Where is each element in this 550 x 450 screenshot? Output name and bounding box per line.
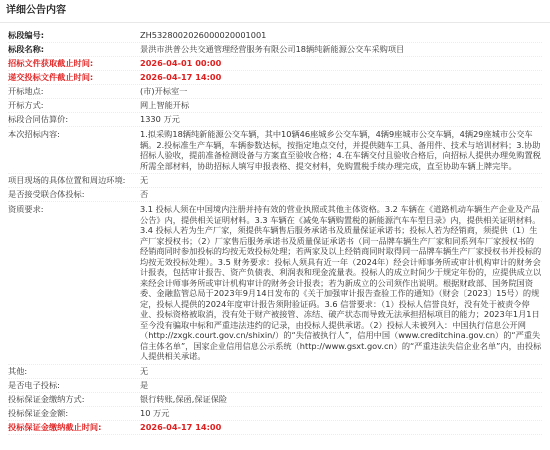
section-number-label: 标段编号: (8, 30, 45, 40)
deposit-method-value: 银行转账,保函,保证保险 (140, 393, 228, 404)
bid-content-label: 本次招标内容: (8, 129, 60, 139)
deposit-amount-value: 10 万元 (140, 407, 170, 418)
submit-deadline-value: 2026-04-17 14:00 (140, 72, 222, 82)
row-bid-content (8, 127, 542, 174)
row-electronic-bid (8, 379, 542, 393)
qualification-value: 3.1 投标人须在中国境内注册并持有效的营业执照或其他主体资格。3.2 车辆在《道路机动车辆生产企业及产品公告》内，提供相关证明材料。3.3 车辆在《减免车辆购置税的新能源汽车车型目录》内，提供相关证明材料。3.4 投标人若为生产厂家，须提供车辆售后服务承诺书及质量保证承诺书；投标人若为经销商，须提供（1）生产厂家授权书；（2）厂家售后服务承诺书及质量保证承诺书（同一品牌车辆生产厂家和同系列车厂家授权书的经销商同时参加投标的均按无效投标处理；若两家及以上经销商同时取得同一品牌车辆生产厂家授权书并投标的均按无效投标处理）。3.5 财务要求：投标人须具有近一年（2024年）经会计师事务所或审计机构审计的财务会计报表，包括审计报告、资产负债表、利润表和现金流量表。投标人的成立时间少于规定年份的，应提供成立以来经会计师事务所或审计机构审计的财务会计报表；若为新成立的公司须作出说明。根据财政部、国务院国资委、金融监管总局于2023年9月14日发布的《关于加强审计报告查验工作的通知》（财会〔2023〕15号）的规定，投标人提供的2024年度审计报告须附验证码。3.6 信誉要求：（1）投标人信誉良好，没有处于被责令停业、投标资格被取消，没有处于财产被接管、冻结、破产状态而导致无法承担招标项目的能力；2023年1月1日至今没有骗取中标和严重违法违约的记录，由投标人提供承诺。（2）投标人未被列入：中国执行信息公开网（http://zxgk.court.gov.cn/shixin/）的“失信被执行人”，信用中国（www.creditchina.gov.cn）的“严重失信主体名单”，国家企业信用信息公示系统（http://www.gsxt.gov.cn）的“严重违法失信企业名单”内，由投标人提供相关承诺。 (140, 204, 542, 361)
bid-details-table (0, 23, 550, 435)
bid-content-value: 1.拟采购18辆纯新能源公交车辆，其中10辆46座城乡公交车辆，4辆9座城市公交车辆，4辆29座城市公交车辆。2.投标准生产车辆，车辆参数达标，按指定地点交付，并提供随车工具、备用件、技术与培训材料；3.协助招标人验收，提前准备检测设备与方案直至验收合格；4.在车辆交付且验收合格后，向招标人提供办理免购置税所需全部材料，协助招标人填写申报表格、提交材料，免购置税手续办理完成，直至协助车辆上牌完毕。 (140, 129, 541, 171)
site-location-value: 无 (140, 175, 149, 185)
row-deposit-amount (8, 407, 542, 421)
section-number-value: ZH5328002026000020001001 (140, 30, 267, 40)
submit-deadline-label: 递交投标文件截止时间: (8, 72, 94, 82)
other-value: 无 (140, 365, 149, 376)
electronic-bid-value: 是 (140, 379, 149, 390)
row-other (8, 365, 542, 379)
row-deposit-method (8, 393, 542, 407)
section-name-label: 标段名称: (8, 44, 45, 54)
row-section-number (8, 29, 542, 43)
row-estimated-price (8, 113, 542, 127)
row-consortium (8, 188, 542, 202)
row-site-location (8, 174, 542, 188)
row-qualification (8, 202, 542, 365)
page-title: 详细公告内容 (0, 0, 550, 23)
row-opening-method (8, 99, 542, 113)
qualification-label: 资质要求: (8, 204, 44, 214)
estimated-price-value: 1330 万元 (140, 114, 180, 124)
site-location-label: 项目现场的具体位置和周边环境: (8, 175, 126, 185)
consortium-value: 否 (140, 189, 149, 199)
electronic-bid-label: 是否电子投标: (8, 379, 60, 390)
other-label: 其他: (8, 365, 28, 376)
opening-method-label: 开标方式: (8, 100, 44, 110)
opening-location-value: (市)开标室一 (140, 86, 188, 96)
doc-deadline-value: 2026-04-01 00:00 (140, 58, 222, 68)
deposit-amount-label: 投标保证金金额: (8, 407, 69, 418)
row-opening-location (8, 85, 542, 99)
row-deposit-deadline (8, 421, 542, 435)
deposit-method-label: 投标保证金缴纳方式: (8, 393, 85, 404)
section-name-value: 景洪市洪普公共交通管理经营服务有限公司18辆纯新能源公交车采购项目 (140, 44, 405, 54)
opening-location-label: 开标地点: (8, 86, 44, 96)
deposit-deadline-value: 2026-04-17 14:00 (140, 421, 222, 432)
consortium-label: 是否接受联合体投标: (8, 189, 85, 199)
doc-deadline-label: 招标文件获取截止时间: (8, 58, 94, 68)
opening-method-value: 网上智能开标 (140, 100, 190, 110)
row-section-name (8, 43, 542, 57)
deposit-deadline-label: 投标保证金缴纳截止时间: (8, 421, 102, 432)
estimated-price-label: 标段合同估算价: (8, 114, 69, 124)
row-submit-deadline (8, 71, 542, 85)
row-doc-deadline (8, 57, 542, 71)
